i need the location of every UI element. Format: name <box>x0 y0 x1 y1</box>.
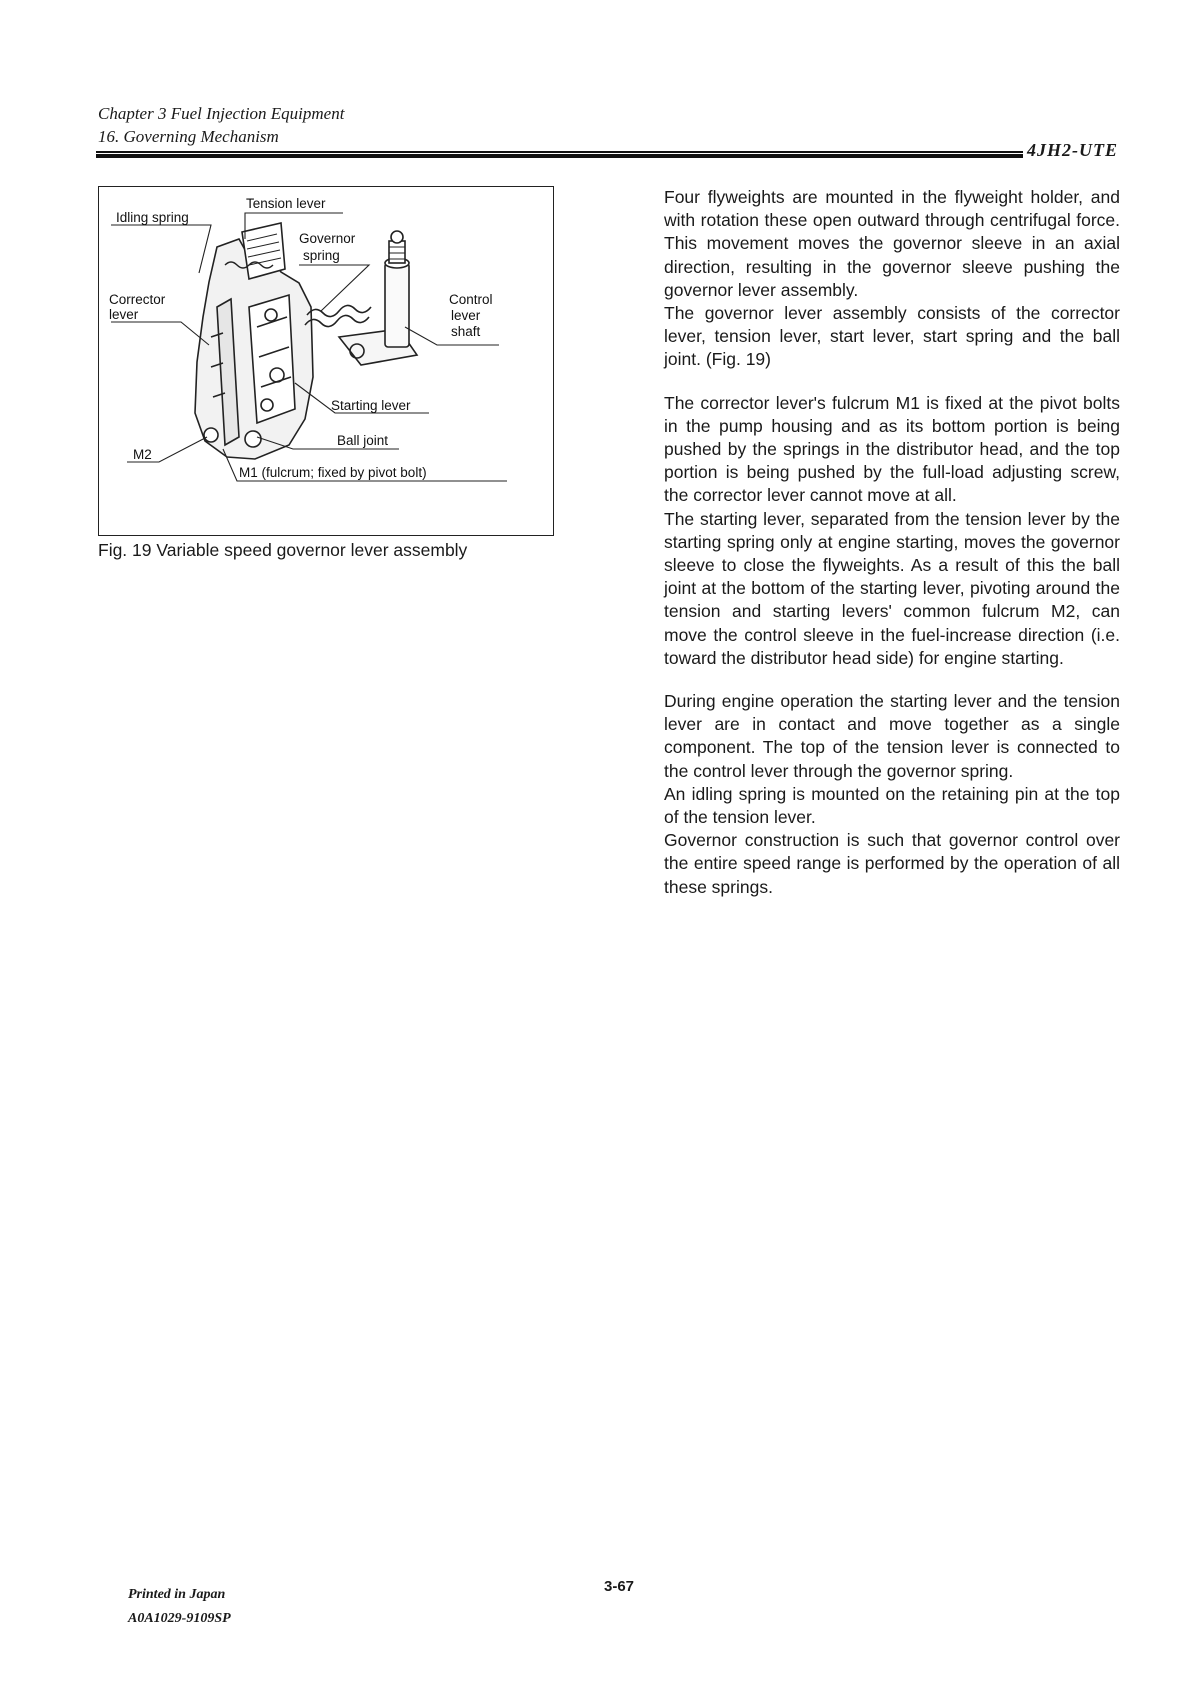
document-code: A0A1029-9109SP <box>128 1611 231 1626</box>
label-m2: M2 <box>133 447 152 462</box>
paragraph-7: Governor construction is such that governor control over the entire speed range is performed by the operation of all these springs. <box>664 830 1120 897</box>
label-shaft: shaft <box>451 324 481 339</box>
page-number: 3-67 <box>604 1578 635 1595</box>
label-m1: M1 (fulcrum; fixed by pivot bolt) <box>239 465 427 480</box>
paragraph-5: During engine operation the starting lever and the tension lever are in contact and move together as a single component. The top of the tension lever is connected to the control lever through the governor spring. <box>664 691 1120 781</box>
paragraph-1: Four flyweights are mounted in the flyweight holder, and with rotation these open outward through centrifugal force. This movement moves the governor sleeve in an axial direction, resulting in the governor sleeve pushing the governor lever assembly. <box>664 187 1120 300</box>
figure-19 <box>98 186 554 536</box>
printed-in: Printed in Japan <box>128 1587 226 1602</box>
label-control-lever: lever <box>451 308 481 323</box>
label-idling-spring: Idling spring <box>116 210 189 225</box>
model-number: 4JH2-UTE <box>1023 140 1118 161</box>
label-governor: Governor <box>299 231 356 246</box>
label-corrector: Corrector <box>109 292 166 307</box>
paragraph-2: The governor lever assembly consists of the corrector lever, tension lever, start lever, start spring and the ball joint. (Fig. 19) <box>664 303 1120 370</box>
governor-lever-illustration <box>99 187 553 535</box>
figure-caption: Fig. 19 Variable speed governor lever assembly <box>98 540 468 560</box>
label-ball-joint: Ball joint <box>337 433 389 448</box>
label-corrector-lever: lever <box>109 307 139 322</box>
paragraph-3: The corrector lever's fulcrum M1 is fixed at the pivot bolts in the pump housing and as its bottom portion is being pushed by the springs in the distributor head, and the top portion is being pushed by the full-load adjusting screw, the corrector lever cannot move at all. <box>664 392 1120 506</box>
paragraph-4: The starting lever, separated from the tension lever by the starting spring only at engine starting, moves the governor sleeve to close the flyweights. As a result of this the ball joint at the bottom of the starting lever, pivoting around the tension and starting levers' common fulcrum M2, can move the control sleeve in the fuel-increase direction (i.e. toward the distributor head side) for engine starting. <box>664 508 1120 668</box>
chapter-title: Chapter 3 Fuel Injection Equipment <box>98 104 345 123</box>
label-starting-lever: Starting lever <box>331 398 411 413</box>
section-title: 16. Governing Mechanism <box>98 127 279 146</box>
footer-print-info <box>128 1583 231 1631</box>
label-spring: spring <box>303 248 340 263</box>
header-rule <box>96 154 1024 158</box>
label-control: Control <box>449 292 493 307</box>
body-column <box>664 186 1120 899</box>
paragraph-6: An idling spring is mounted on the retaining pin at the top of the tension lever. <box>664 783 1120 828</box>
label-tension-lever: Tension lever <box>246 196 326 211</box>
